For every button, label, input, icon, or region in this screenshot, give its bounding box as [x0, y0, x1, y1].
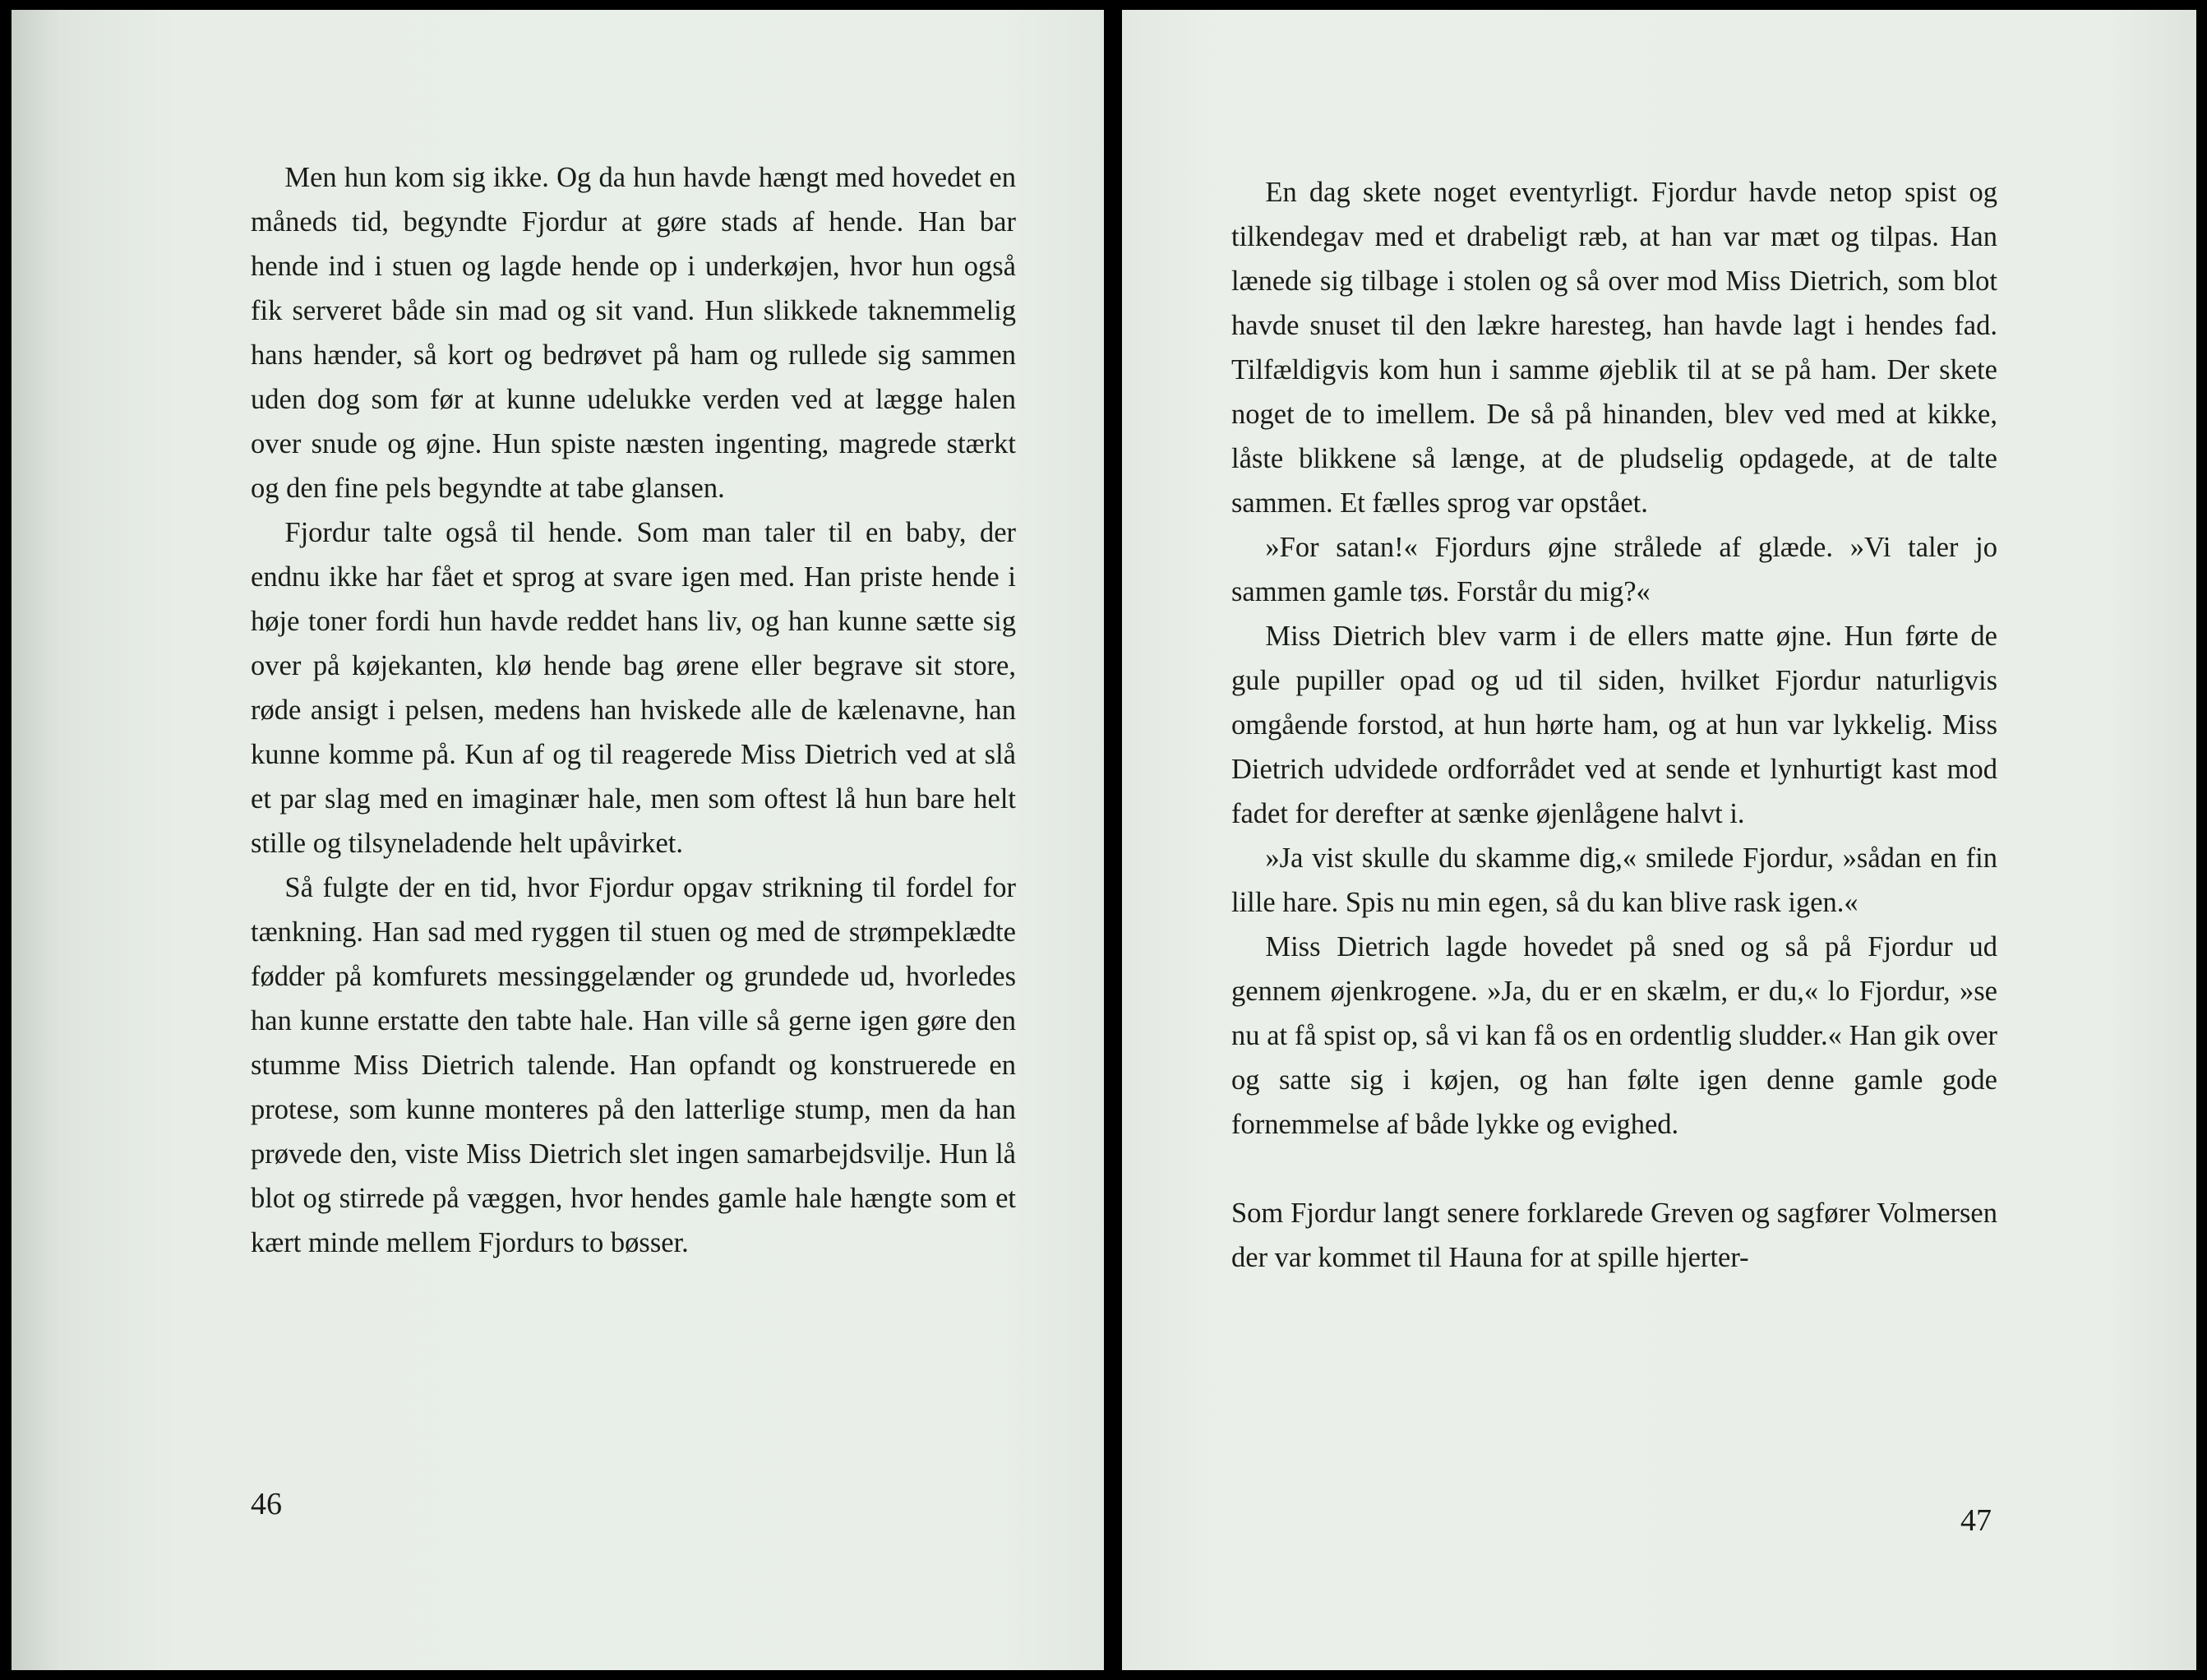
left-page: [12, 10, 1104, 1670]
right-page: [1122, 10, 2196, 1670]
paragraph: Men hun kom sig ikke. Og da hun havde hængt med hovedet en måneds tid, begyndte Fjordur at gøre stads af hende. Han bar hende ind i stuen og lagde hende op i underkøjen, hvor hun også fik serveret både sin mad og sit vand. Hun slikkede taknemmelig hans hænder, så kort og bedrøvet på ham og rullede sig sammen uden dog som før at kunne udelukke verden ved at lægge halen over snude og øjne. Hun spiste næsten ingenting, magrede stærkt og den fine pels begyndte at tabe glansen.: [251, 162, 1016, 504]
page-number: 47: [1960, 1503, 1992, 1538]
paragraph: Miss Dietrich blev varm i de ellers matte øjne. Hun førte de gule pupiller opad og ud til siden, hvilket Fjordur naturligvis omgående forstod, at hun hørte ham, og at hun var lykkelig. Miss Dietrich udvidede ordforrådet ved at sende et lynhurtigt kast mod fadet for derefter at sænke øjenlågene halvt i.: [1231, 621, 1997, 829]
page-number: 46: [251, 1487, 282, 1521]
paragraph: Fjordur talte også til hende. Som man taler til en baby, der endnu ikke har fået et sprog at svare igen med. Han priste hende i høje toner fordi hun havde reddet hans liv, og han kunne sætte sig over på køjekanten, klø hende bag ørene eller begrave sit store, røde ansigt i pelsen, medens han hviskede alle de kælenavne, han kunne komme på. Kun af og til reagerede Miss Dietrich ved at slå et par slag med en imaginær hale, men som oftest lå hun bare helt stille og tilsyneladende helt upåvirket.: [251, 517, 1016, 859]
paragraph: Miss Dietrich lagde hovedet på sned og så på Fjordur ud gennem øjenkrogene. »Ja, du er en skælm, er du,« lo Fjordur, »se nu at få spist op, så vi kan få os en ordentlig sludder.« Han gik over og satte sig i køjen, og han følte igen denne gamle gode fornemmelse af både lykke og evighed.: [1231, 931, 1997, 1140]
right-page-text: [1231, 170, 1997, 1280]
paragraph: En dag skete noget eventyrligt. Fjordur havde netop spist og tilkendegav med et drabeligt ræb, at han var mæt og tilpas. Han lænede sig tilbage i stolen og så over mod Miss Dietrich, som blot havde snuset til den lækre haresteg, han havde lagt i hendes fad. Tilfældigvis kom hun i samme øjeblik til at se på ham. Der skete noget de to imellem. De så på hinanden, blev ved med at kikke, låste blikkene så længe, at de pludselig opdagede, at de talte sammen. Et fælles sprog var opstået.: [1231, 177, 1997, 519]
paragraph: Så fulgte der en tid, hvor Fjordur opgav strikning til fordel for tænkning. Han sad med ryggen til stuen og med de strømpeklædte fødder på komfurets messinggelænder og grundede ud, hvorledes han kunne erstatte den tabte hale. Han ville så gerne igen gøre den stumme Miss Dietrich talende. Han opfandt og konstruerede en protese, som kunne monteres på den latterlige stump, men da han prøvede den, viste Miss Dietrich slet ingen samarbejdsvilje. Hun lå blot og stirrede på væggen, hvor hendes gamle hale hængte som et kært minde mellem Fjordurs to bøsser.: [251, 872, 1016, 1258]
left-page-text: [251, 155, 1016, 1265]
paragraph: Som Fjordur langt senere forklarede Greven og sagfører Volmersen der var kommet til Hauna for at spille hjerter-: [1231, 1198, 1997, 1273]
paragraph: »For satan!« Fjordurs øjne strålede af glæde. »Vi taler jo sammen gamle tøs. Forstår du mig?«: [1231, 532, 1997, 607]
paragraph: »Ja vist skulle du skamme dig,« smilede Fjordur, »sådan en fin lille hare. Spis nu min egen, så du kan blive rask igen.«: [1231, 842, 1997, 918]
